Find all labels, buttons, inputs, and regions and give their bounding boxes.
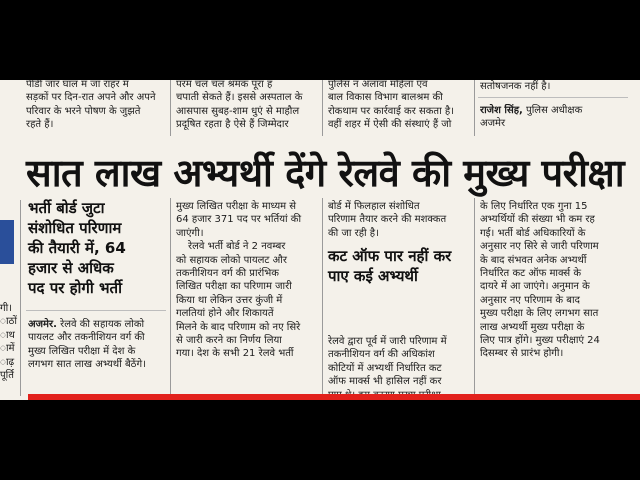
byline: [480, 104, 630, 131]
subheadline-line: भर्ती बोर्ड जुटा: [28, 199, 105, 217]
column-rule: [20, 200, 21, 396]
edge-line: गी।: [0, 303, 13, 314]
body-line: गया। देश के सभी 21 रेलवे भर्ती: [176, 348, 294, 360]
subheadline-line: संशोधित परिणाम: [28, 219, 122, 237]
body-line: बोर्ड में फिलहाल संशोधित: [328, 201, 420, 212]
body-line: रेलवे भर्ती बोर्ड ने 2 नवम्बर: [188, 241, 286, 253]
newspaper-clipping: [0, 80, 640, 400]
top-line: परम चल चल श्रमक पूरा ह: [176, 80, 273, 90]
top-col-3: [328, 80, 470, 132]
body-line: निर्धारित कट ऑफ मार्क्स के: [480, 268, 582, 280]
body-line: दायरे में आ जाएंगे। अनुमान के: [480, 281, 590, 293]
top-line: चपाती सेकते हैं। इससे अस्पताल के: [176, 92, 303, 104]
column-rule: [474, 80, 475, 136]
left-edge-fragments: [0, 302, 18, 382]
top-col-2: [176, 80, 318, 132]
body-line: जाएंगी।: [176, 227, 204, 239]
body-line: रेलवे की सहायक लोको: [60, 319, 145, 330]
top-line: सड़कों पर दिन-रात अपने और अपने: [26, 92, 156, 104]
body-col-2: [176, 200, 320, 361]
top-line: वहीं शहर में ऐसी की संस्थाएं हैं जो: [328, 119, 452, 131]
body-line: रेलवे द्वारा पूर्व में जारी परिणाम में: [328, 336, 447, 347]
body-line: के लिए निर्धारित एक गुना 15: [480, 201, 588, 212]
body-line: मुख्य लिखित परीक्षा में देश के: [28, 345, 136, 357]
body-line: के बाद संभवत अनेक अभ्यर्थी: [480, 254, 587, 266]
subheadline-line: पद पर होगी भर्ती: [28, 279, 122, 297]
body-line: गई। भर्ती बोर्ड अधिकारियों के: [480, 227, 586, 239]
top-line: रहते हैं।: [26, 119, 54, 131]
subheadline-line: की तैयारी में, 64: [28, 239, 126, 257]
top-line: परिवार के भरने पोषण के जुझते: [26, 105, 141, 117]
body-line: लगभग सात लाख अभ्यर्थी बैठेंगे।: [28, 359, 146, 371]
body-line: मिलने के बाद परिणाम को नए सिरे: [176, 321, 301, 333]
column-rule: [322, 80, 323, 136]
edge-line: ाठों: [0, 316, 17, 328]
top-line: प्रदूषित रहता है ऐसे हैं जिम्मेदार: [176, 119, 289, 131]
subheadline-line: पाए कई अभ्यर्थी: [328, 267, 418, 285]
body-line: तकनीशियन वर्ग की प्रारंभिक: [176, 268, 279, 280]
edge-line: ाथ: [0, 329, 15, 341]
dateline: अजमेर.: [28, 319, 57, 330]
body-line: 64 हजार 371 पद पर भर्तियां की: [176, 214, 302, 226]
body-line: लिए पात्र होंगे। मुख्य परीक्षाएं 24: [480, 335, 600, 347]
edge-line: ाढ़: [0, 356, 15, 368]
body-line: किया था लेकिन उत्तर कुंजी में: [176, 294, 283, 306]
column-rule: [170, 80, 171, 136]
subheadline: [28, 198, 168, 298]
subheadline-cutoff: [328, 246, 470, 286]
body-line: कोटियों में अभ्यर्थी निर्धारित कट: [328, 362, 442, 374]
byline-city: अजमेर: [480, 118, 506, 130]
top-col-4: [480, 80, 630, 93]
body-col-1: [28, 318, 168, 372]
body-col-3-bottom: [328, 335, 470, 400]
body-line: अभ्यर्थियों की संख्या भी कम रह: [480, 214, 595, 226]
byline-name: राजेश सिंह,: [480, 105, 523, 116]
headline: सात लाख अभ्यर्थी देंगे रेलवे की मुख्य परीक्षा: [26, 151, 625, 195]
body-line: ऑफ मार्क्स भी हासिल नहीं कर: [328, 376, 442, 388]
body-line: लिखित परीक्षा का परिणाम जारी: [176, 281, 292, 293]
edge-line: ामें: [0, 343, 15, 355]
top-line: सतोषजनक नहीं है।: [480, 81, 551, 92]
body-line: लाख अभ्यर्थी मुख्य परीक्षा के: [480, 321, 585, 333]
subheadline-divider: [26, 310, 166, 311]
body-line: पायलट और तकनीशियन वर्ग की: [28, 332, 145, 344]
body-line: परिणाम तैयार करने की मशक्कत: [328, 214, 447, 226]
body-col-3-top: [328, 200, 470, 240]
body-col-4: [480, 200, 628, 361]
top-col-1: [26, 80, 166, 132]
top-line: पुलिस न अलावा महिला एव: [328, 80, 428, 90]
top-line: आसपास सुबह-शाम धुएं से माहौल: [176, 105, 300, 117]
byline-divider: [478, 97, 628, 98]
body-line: से जारी करने का निर्णय लिया: [176, 335, 282, 347]
body-line: अनुसार नए परिणाम के बाद: [480, 294, 580, 306]
subheadline-line: हजार से अधिक: [28, 259, 114, 277]
body-line: की जा रही है।: [328, 227, 379, 239]
column-rule: [322, 198, 323, 394]
body-line: मुख्य लिखित परीक्षा के माध्यम से: [176, 201, 297, 212]
top-line: पीडी जार घाल म जा राहर म: [26, 80, 129, 90]
column-rule: [474, 198, 475, 394]
column-rule: [170, 198, 171, 394]
body-line: गलतियां होने और शिकायतें: [176, 308, 274, 320]
body-line: को सहायक लोको पायलट और: [176, 254, 287, 266]
body-line: तकनीशियन वर्ग की अधिकांश: [328, 349, 435, 361]
photo-edge: [0, 220, 14, 264]
red-banner-edge: [28, 394, 640, 400]
body-line: दिसम्बर से प्रारंभ होगी।: [480, 348, 564, 360]
top-line: रोकथाम पर कार्रवाई कर सकता है।: [328, 105, 455, 117]
top-line: बाल विकास विभाग बालश्रम की: [328, 92, 443, 104]
edge-line: पूर्ति: [0, 370, 14, 382]
byline-role: पुलिस अधीक्षक: [526, 105, 583, 116]
subheadline-line: कट ऑफ पार नहीं कर: [328, 247, 452, 265]
body-line: अनुसार नए सिरे से जारी परिणाम: [480, 241, 599, 253]
body-line: मुख्य परीक्षा के लिए लगभग सात: [480, 308, 599, 320]
